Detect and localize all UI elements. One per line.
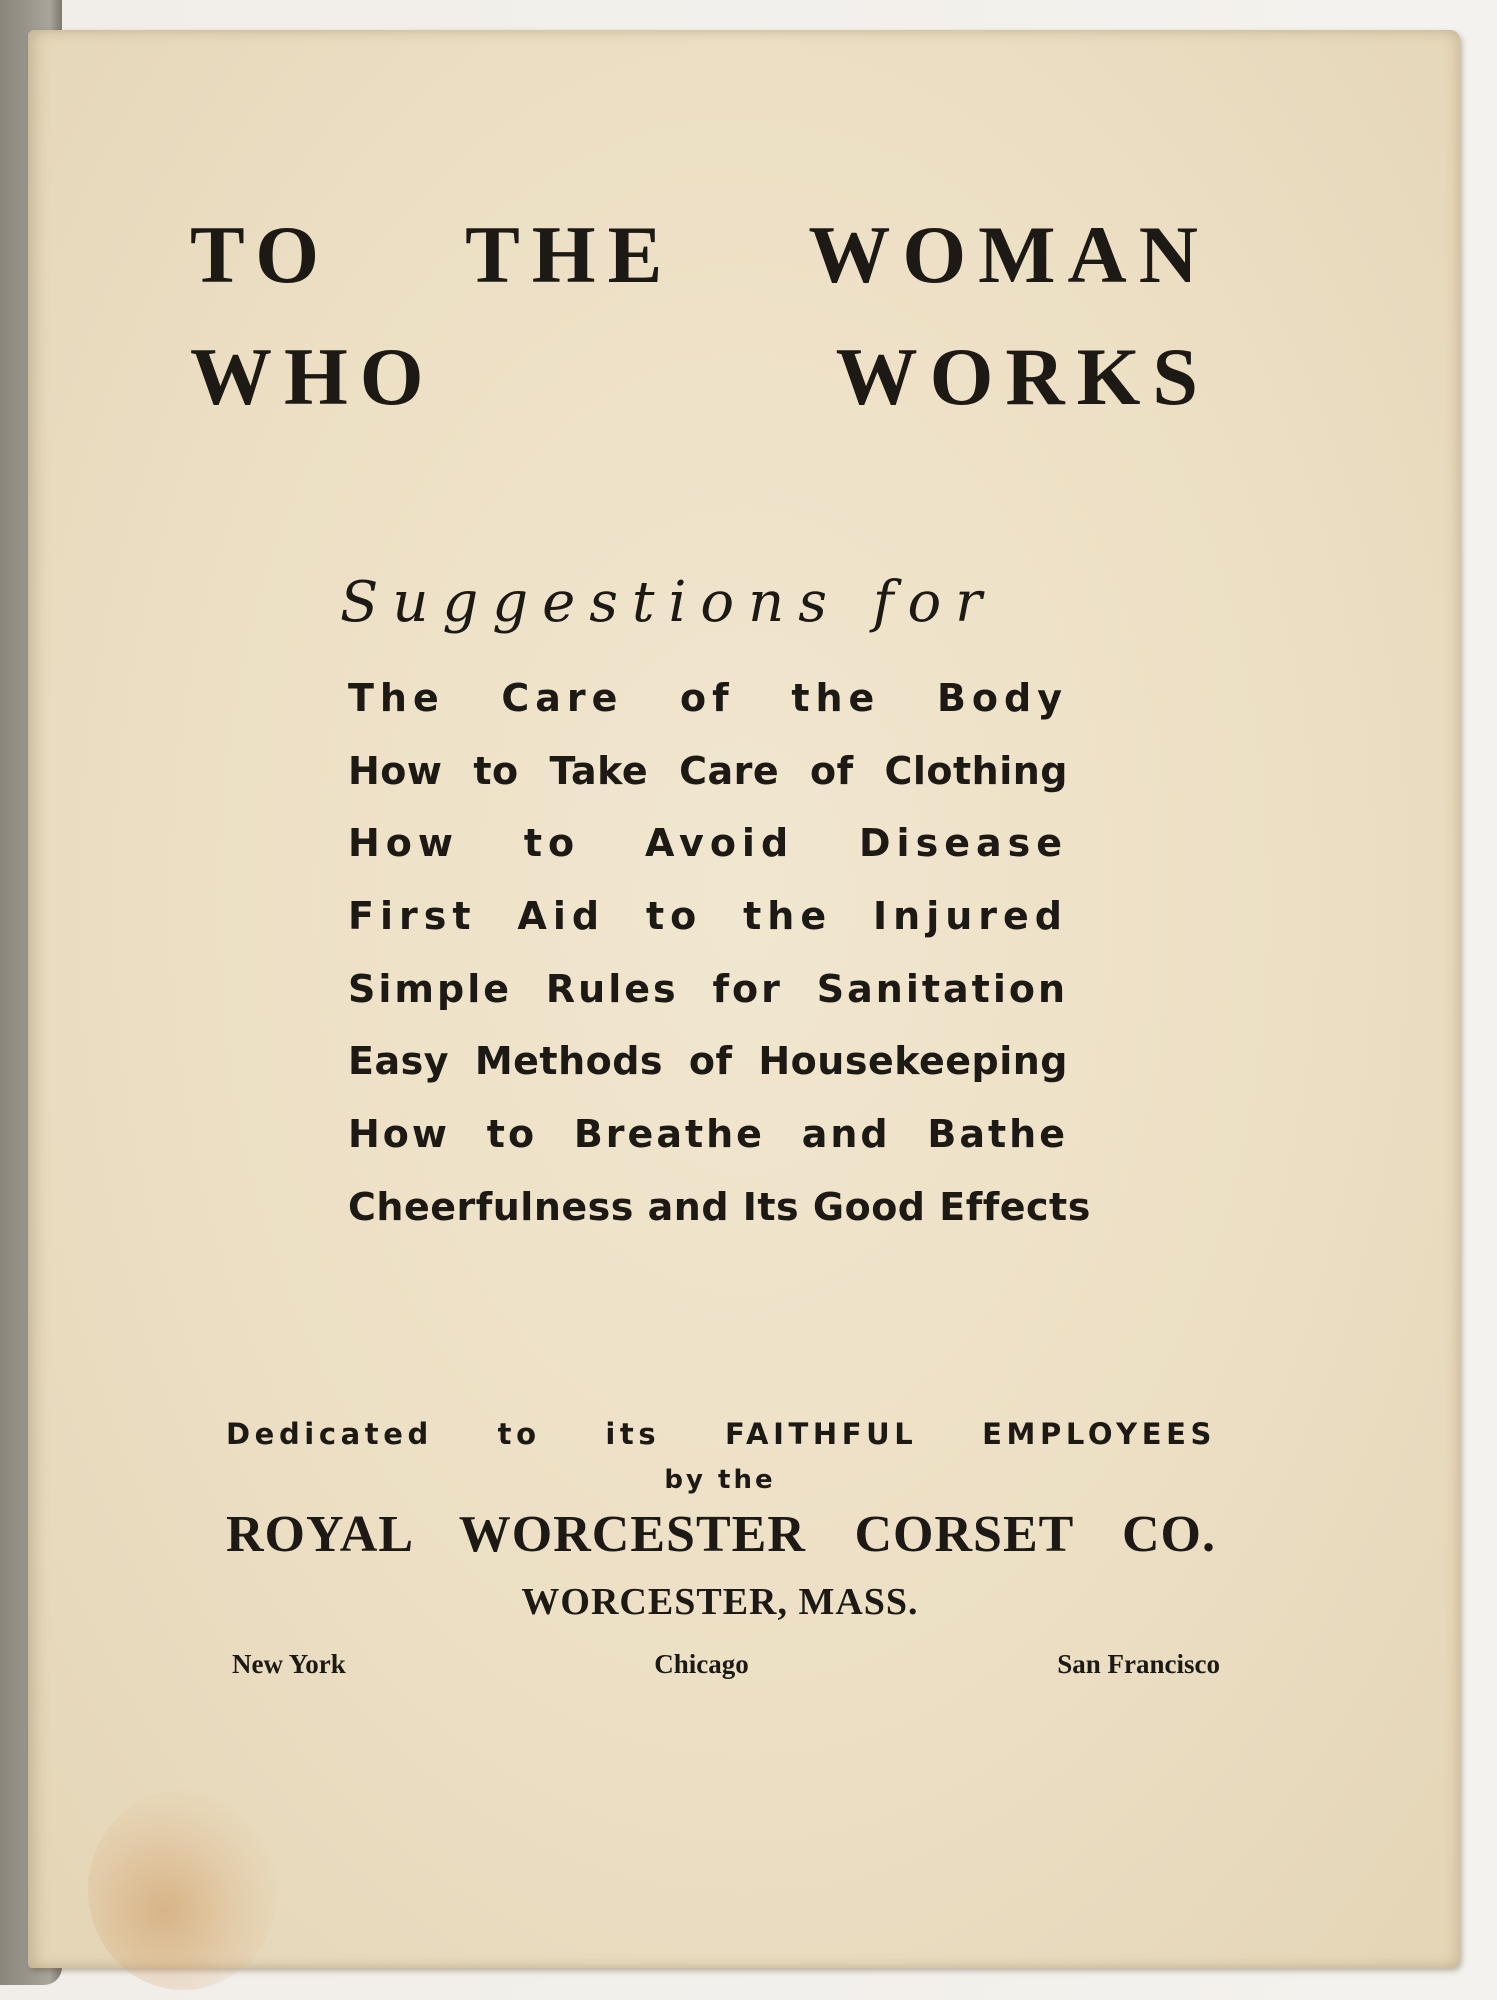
title-line-2: WHO WORKS bbox=[190, 331, 1210, 422]
paper-stain bbox=[88, 1790, 278, 1990]
company-location: WORCESTER, MASS. bbox=[521, 1581, 919, 1623]
list-item: Simple Rules for Sanitation bbox=[348, 966, 1068, 1011]
list-item: How to Take Care of Clothing bbox=[348, 748, 1068, 793]
city-new-york: New York bbox=[232, 1649, 346, 1679]
list-item: How to Breathe and Bathe bbox=[348, 1112, 1068, 1157]
list-item: The Care of the Body bbox=[348, 676, 1068, 720]
list-item: Easy Methods of Housekeeping bbox=[348, 1039, 1068, 1084]
city-san-francisco: San Francisco bbox=[1057, 1649, 1220, 1679]
suggestions-heading: Suggestions for bbox=[340, 570, 996, 635]
dedication-line: Dedicated to its FAITHFUL EMPLOYEES bbox=[226, 1417, 1216, 1451]
list-item: First Aid to the Injured bbox=[348, 894, 1068, 939]
suggestions-list bbox=[348, 668, 1091, 1250]
byline: by the bbox=[664, 1465, 776, 1495]
list-item: Cheerfulness and Its Good Effects bbox=[348, 1184, 1091, 1229]
city-chicago: Chicago bbox=[654, 1649, 749, 1679]
title-line-1: TO THE WOMAN bbox=[190, 209, 1210, 300]
company-name: ROYAL WORCESTER CORSET CO. bbox=[226, 1506, 1216, 1563]
list-item: How to Avoid Disease bbox=[348, 821, 1068, 866]
city-list bbox=[232, 1646, 1220, 1682]
